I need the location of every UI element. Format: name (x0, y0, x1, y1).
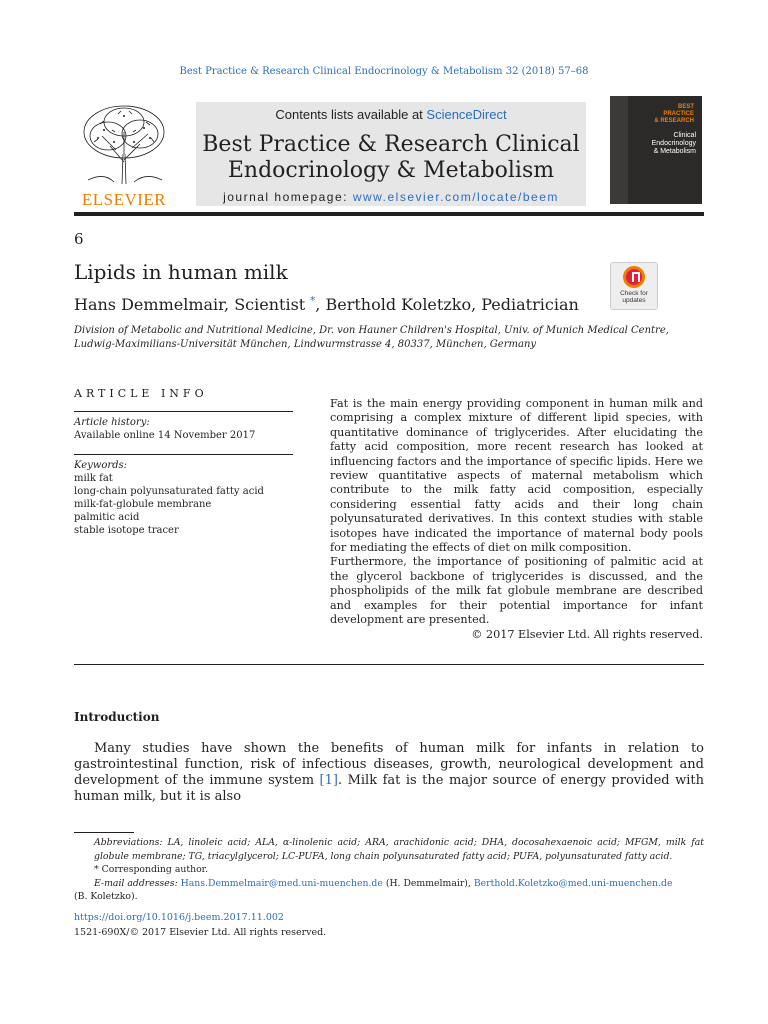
author-koletzko: , Berthold Koletzko, Pediatrician (315, 295, 579, 314)
keyword-item: milk-fat-globule membrane (74, 499, 212, 510)
reference-link[interactable]: [1] (319, 773, 338, 788)
homepage-link[interactable]: www.elsevier.com/locate/beem (352, 190, 559, 204)
issn-copyright: 1521-690X/© 2017 Elsevier Ltd. All rights reserved. (74, 927, 327, 938)
keyword-item: palmitic acid (74, 512, 140, 523)
sciencedirect-link[interactable]: ScienceDirect (426, 107, 507, 122)
article-title: Lipids in human milk (74, 260, 288, 284)
contents-line (196, 107, 586, 122)
doi-link[interactable]: https://doi.org/10.1016/j.beem.2017.11.002 (74, 912, 284, 923)
header-divider (74, 212, 704, 216)
affiliation: Division of Metabolic and Nutritional Medicine, Dr. von Hauner Children's Hospital, Univ. of Munich Medical Centre, Ludwig-Maximilians-Universität München, Lindwurmstrasse 4, 80337, München, Germany (74, 325, 669, 350)
corresponding-author-marker[interactable]: * (310, 295, 316, 307)
article-history-value: Available online 14 November 2017 (74, 430, 256, 441)
homepage-line (196, 190, 586, 204)
email-owner-demmelmair: (H. Demmelmair), (382, 877, 474, 889)
journal-title (196, 132, 586, 184)
keywords-list (74, 472, 264, 537)
keyword-item: milk fat (74, 473, 113, 484)
cover-brand: BEST PRACTICE & RESEARCH (654, 104, 694, 124)
article-info-divider (74, 411, 293, 412)
check-updates-label: Check for updates (620, 290, 648, 304)
check-for-updates-button[interactable] (610, 262, 658, 310)
abstract-paragraph: Furthermore, the importance of positioning of palmitic acid at the glycerol backbone of triglycerides is discussed, and the phospholipids of the milk fat globule membrane are described and examples for their potential importance for infant development are presented. (330, 555, 703, 627)
article-history-label: Article history: (74, 417, 150, 428)
introduction-paragraph (74, 741, 704, 805)
cover-title: Clinical Endocrinology & Metabolism (651, 132, 696, 155)
chapter-number: 6 (74, 230, 84, 248)
keywords-divider (74, 454, 293, 455)
email-footnote (74, 877, 704, 891)
intro-text-continued: . Milk fat is the major source of energy provided with human milk, but it is also (74, 773, 704, 804)
keyword-item: stable isotope tracer (74, 525, 179, 536)
elsevier-tree-logo (74, 102, 174, 209)
abstract (330, 397, 703, 628)
elsevier-wordmark: ELSEVIER (81, 190, 167, 209)
email-link-demmelmair[interactable]: Hans.Demmelmair@med.uni-muenchen.de (180, 877, 383, 889)
contents-prefix: Contents lists available at (275, 107, 427, 122)
footnotes (74, 836, 704, 904)
journal-cover-image[interactable] (610, 96, 702, 204)
email-link-koletzko[interactable]: Berthold.Koletzko@med.uni-muenchen.de (473, 877, 673, 889)
journal-banner (196, 102, 586, 206)
author-list (74, 295, 579, 314)
cover-stripe (610, 96, 628, 204)
journal-title-line1: Best Practice & Research Clinical (202, 132, 580, 157)
journal-masthead (74, 96, 704, 208)
bookmark-icon (623, 266, 645, 288)
journal-title-line2: Endocrinology & Metabolism (227, 158, 555, 183)
intro-text: Many studies have shown the benefits of human milk for infants in relation to gastrointestinal function, risk of infectious diseases, growth, neurological development and development of the immune system (74, 741, 704, 788)
article-info-heading: ARTICLE INFO (74, 387, 208, 400)
email-owner-koletzko: (B. Koletzko). (74, 891, 138, 902)
keyword-item: long-chain polyunsaturated fatty acid (74, 486, 264, 497)
author-demmelmair: Hans Demmelmair, Scientist (74, 295, 311, 314)
keywords-label: Keywords: (74, 460, 128, 471)
abstract-copyright: © 2017 Elsevier Ltd. All rights reserved. (471, 628, 703, 641)
abstract-paragraph: Fat is the main energy providing component in human milk and comprising a complex mixture of different lipid species, with quantitative dominance of triglycerides. After elucidating the fatty acid composition, more recent research has looked at influencing factors and the importance of specific lipids. Here we review quantitative aspects of maternal metabolism which contribute to the milk fatty acid composition, especially considering essential fatty acids and their long chain polyunsaturated derivatives. In this context studies with stable isotopes have indicated the importance of maternal body pools for mediating the effects of diet on milk composition. (330, 397, 703, 555)
footnote-divider (74, 832, 134, 833)
journal-citation[interactable]: Best Practice & Research Clinical Endocrinology & Metabolism 32 (2018) 57–68 (179, 66, 589, 77)
introduction-heading: Introduction (74, 710, 160, 724)
abbreviations-footnote: Abbreviations: LA, linoleic acid; ALA, α-linolenic acid; ARA, arachidonic acid; DHA, docosahexaenoic acid; MFGM, milk fat globule membrane; TG, triacylglycerol; LC-PUFA, long chain polyunsaturated fatty acid; PUFA, polyunsaturated fatty acid. (94, 837, 704, 862)
section-divider (74, 664, 704, 665)
email-label: E-mail addresses: (94, 877, 181, 889)
corresponding-author-note: * Corresponding author. (94, 864, 209, 875)
homepage-label: journal homepage: (223, 190, 353, 204)
